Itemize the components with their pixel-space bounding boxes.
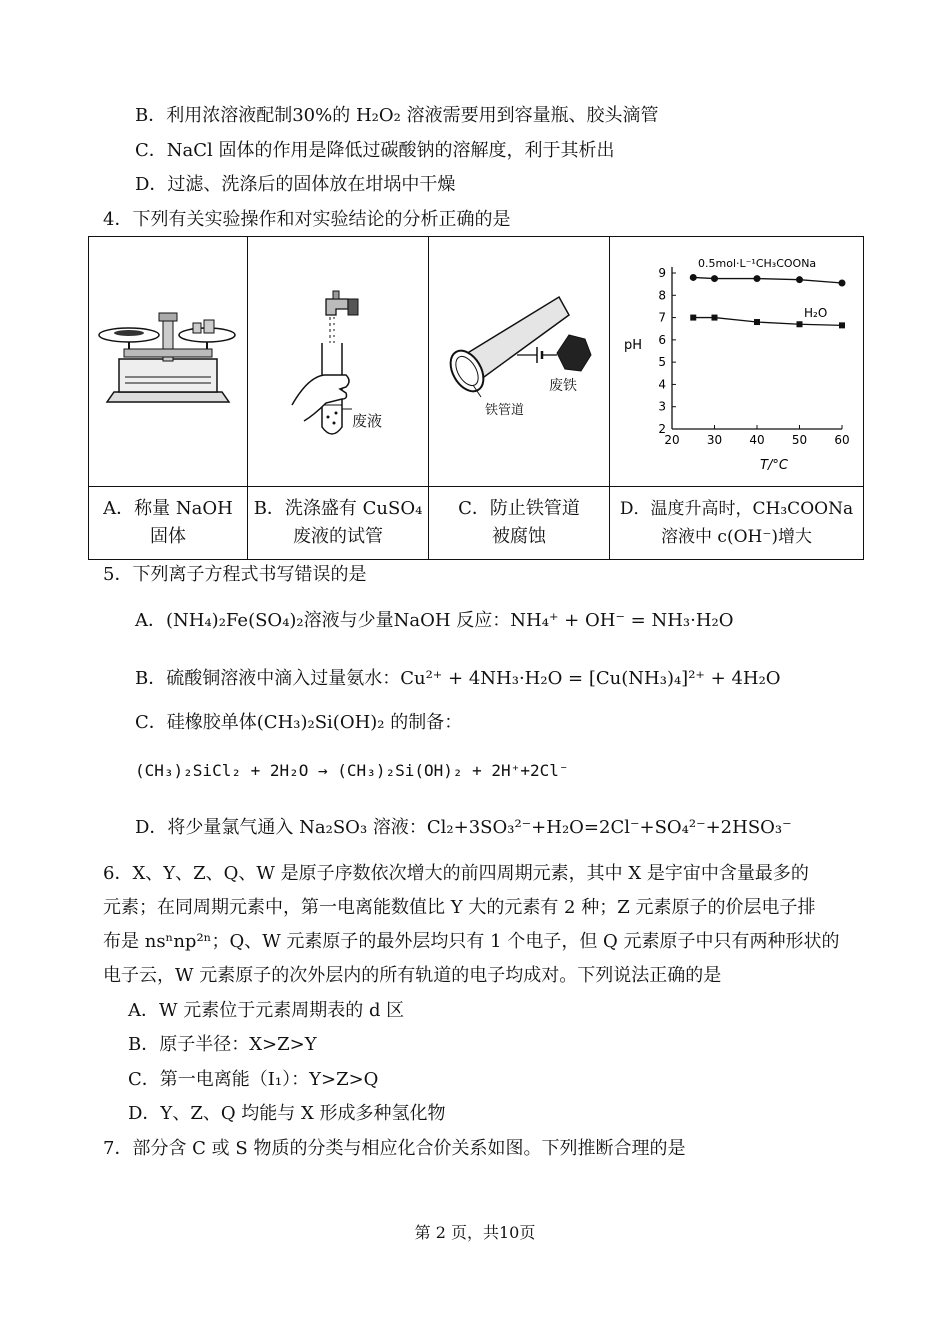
caption-c [429, 487, 610, 560]
x-tick-label: 20 [664, 433, 680, 447]
q3-option-c: C．NaCl 固体的作用是降低过碳酸钠的溶解度，利于其析出 [135, 140, 615, 161]
y-tick-label: 2 [658, 422, 666, 436]
data-point [690, 274, 697, 281]
q3-option-d: D．过滤、洗涤后的固体放在坩埚中干燥 [135, 174, 456, 195]
q6-option-a: A．W 元素位于元素周期表的 d 区 [128, 1000, 405, 1021]
ph-temperature-chart [610, 237, 863, 482]
x-tick-label: 30 [706, 433, 723, 447]
iron-pipe-figure [429, 237, 609, 482]
chart-xlabel: T/°C [760, 458, 788, 473]
caption-a-line2: 固体 [150, 526, 186, 547]
data-point [754, 275, 761, 282]
q6-option-d: D．Y、Z、Q 均能与 X 形成多种氢化物 [128, 1103, 446, 1124]
caption-b-line2: 废液的试管 [293, 526, 383, 547]
waste-liquid-label: 废液 [352, 412, 383, 430]
q6-stem-line2: 元素；在同周期元素中，第一电离能数值比 Y 大的元素有 2 种；Z 元素原子的价层电子排 [103, 897, 816, 918]
q5-option-c: C．硅橡胶单体(CH₃)₂Si(OH)₂ 的制备： [135, 712, 463, 733]
q5-option-d: D．将少量氯气通入 Na₂SO₃ 溶液：Cl₂+3SO₃²⁻+H₂O=2Cl⁻+SO₄²⁻+2HSO₃⁻ [135, 817, 792, 838]
ph-chart-cell [610, 237, 864, 487]
data-point [712, 315, 718, 321]
caption-d [610, 487, 864, 560]
q4-stem: 4．下列有关实验操作和对实验结论的分析正确的是 [103, 209, 511, 230]
caption-d-line1: D．温度升高时，CH₃COONa [619, 499, 854, 519]
y-tick-label: 3 [658, 399, 666, 414]
q5-option-c-equation: (CH₃)₂SiCl₂ + 2H₂O → (CH₃)₂Si(OH)₂ + 2H⁺+2Cl⁻ [135, 761, 569, 780]
q6-option-b: B．原子半径：X>Z>Y [128, 1034, 317, 1055]
q6-stem-line3: 布是 nsⁿnp²ⁿ；Q、W 元素原子的最外层均只有 1 个电子，但 Q 元素原子中只有两种形状的 [103, 931, 840, 952]
y-tick-label: 4 [658, 377, 666, 392]
caption-b-line1: B．洗涤盛有 CuSO₄ [253, 498, 423, 519]
caption-c-line1: C．防止铁管道 [458, 498, 580, 519]
chart-ylabel: pH [624, 338, 643, 353]
q3-option-b: B．利用浓溶液配制30%的 H₂O₂ 溶液需要用到容量瓶、胶头滴管 [135, 105, 659, 126]
data-point [690, 315, 696, 321]
data-point [839, 322, 845, 328]
q5-stem: 5．下列离子方程式书写错误的是 [103, 564, 367, 585]
y-tick-label: 5 [658, 355, 666, 370]
q6-stem-line1: 6．X、Y、Z、Q、W 是原子序数依次增大的前四周期元素，其中 X 是宇宙中含量最多的 [103, 863, 809, 884]
y-tick-label: 9 [658, 266, 666, 280]
x-tick-label: 60 [834, 433, 850, 447]
caption-d-line2: 溶液中 c(OH⁻)增大 [661, 527, 812, 547]
test-tube-figure-cell [248, 237, 429, 487]
q5-option-a: A．(NH₄)₂Fe(SO₄)₂溶液与少量NaOH 反应：NH₄⁺ + OH⁻ = NH₃·H₂O [135, 610, 734, 631]
series-label-ch3coona: 0.5mol·L⁻¹CH₃COONa [698, 257, 817, 270]
waste-iron-label: 废铁 [549, 378, 577, 394]
data-point [797, 321, 803, 327]
y-tick-label: 7 [658, 310, 666, 325]
data-point [754, 319, 760, 325]
data-point [711, 275, 718, 282]
iron-pipe-figure-cell [429, 237, 610, 487]
q5-option-b: B．硫酸铜溶液中滴入过量氨水：Cu²⁺ + 4NH₃·H₂O = [Cu(NH₃)₄]²⁺ + 4H₂O [135, 668, 781, 689]
caption-a [89, 487, 248, 560]
balance-figure-cell [89, 237, 248, 487]
iron-pipe-label: 铁管道 [485, 403, 525, 418]
caption-b [248, 487, 429, 560]
page-footer: 第 2 页，共10页 [414, 1223, 536, 1242]
balance-icon [89, 237, 247, 482]
y-tick-label: 8 [658, 288, 666, 303]
x-tick-label: 40 [749, 433, 765, 447]
q6-option-c: C．第一电离能（I₁）：Y>Z>Q [128, 1069, 379, 1090]
y-tick-label: 6 [658, 332, 666, 347]
data-point [796, 276, 803, 283]
q4-experiment-table [88, 236, 864, 560]
caption-c-line2: 被腐蚀 [492, 526, 546, 547]
q6-stem-line4: 电子云，W 元素原子的次外层内的所有轨道的电子均成对。下列说法正确的是 [103, 965, 722, 986]
series-label-h2o: H₂O [804, 306, 828, 320]
caption-a-line1: A．称量 NaOH [103, 498, 233, 519]
faucet-test-tube-figure [248, 237, 428, 482]
q7-stem: 7．部分含 C 或 S 物质的分类与相应化合价关系如图。下列推断合理的是 [103, 1138, 686, 1159]
data-point [839, 280, 846, 287]
x-tick-label: 50 [791, 433, 808, 447]
